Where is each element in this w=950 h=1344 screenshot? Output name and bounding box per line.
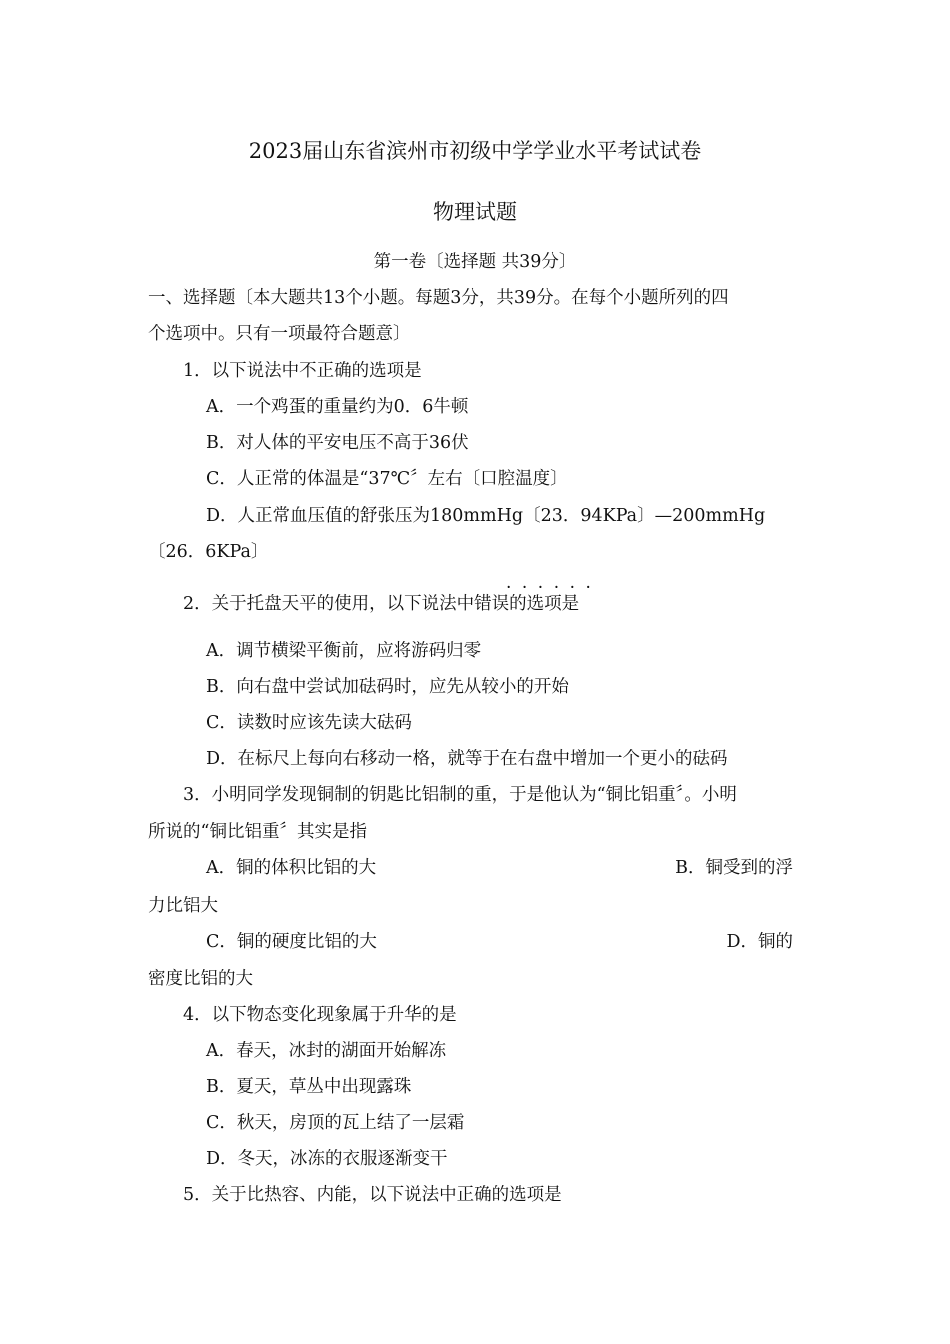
q3-option-a: A．铜的体积比铝的大 <box>206 858 377 878</box>
q3-option-d-line-1: D．铜的 <box>726 932 793 952</box>
q4-option-c: C．秋天，房顶的瓦上结了一层霜 <box>206 1113 465 1133</box>
q2-stem: 2．关于托盘天平的使用，以下说法中错误的选项是 <box>183 594 580 614</box>
instructions-line-1: 一、选择题〔本大题共13个小题。每题3分，共39分。在每个小题所列的四 <box>148 288 729 308</box>
q4-option-d: D．冬天，冰冻的衣服逐渐变干 <box>206 1149 448 1169</box>
q1-option-a: A．一个鸡蛋的重量约为0．6牛顿 <box>206 397 469 417</box>
q2-option-c: C．读数时应该先读大砝码 <box>206 713 412 733</box>
q1-option-c: C．人正常的体温是“37℃〞左右〔口腔温度〕 <box>206 469 568 489</box>
q3-option-c: C．铜的硬度比铝的大 <box>206 932 377 952</box>
instructions-line-2: 个选项中。只有一项最符合题意〕 <box>148 324 411 344</box>
exam-title: 2023届山东省滨州市初级中学学业水平考试试卷 <box>248 139 702 163</box>
q3-option-b-line-2: 力比铝大 <box>148 896 218 916</box>
q1-option-d-line-1: D．人正常血压值的舒张压为180mmHg〔23．94KPa〕—200mmHg <box>206 506 766 526</box>
emphasis-dots: ······ <box>506 578 602 598</box>
q4-stem: 4．以下物态变化现象属于升华的是 <box>183 1005 457 1025</box>
q3-option-d-line-2: 密度比铝的大 <box>148 969 253 989</box>
q1-stem: 1．以下说法中不正确的选项是 <box>183 361 422 381</box>
q3-stem-line-1: 3．小明同学发现铜制的钥匙比铝制的重，于是他认为“铜比铝重〞。小明 <box>183 785 737 805</box>
q4-option-b: B．夏天，草丛中出现露珠 <box>206 1077 412 1097</box>
q2-option-d: D．在标尺上每向右移动一格，就等于在右盘中增加一个更小的砝码 <box>206 749 728 769</box>
q3-option-b-line-1: B．铜受到的浮 <box>675 858 793 878</box>
section-heading: 第一卷〔选择题 共39分〕 <box>373 252 577 272</box>
q3-stem-line-2: 所说的“铜比铝重〞其实是指 <box>148 822 367 842</box>
q2-option-a: A．调节横梁平衡前，应将游码归零 <box>206 641 482 661</box>
q5-stem: 5．关于比热容、内能，以下说法中正确的选项是 <box>183 1185 562 1205</box>
q1-option-d-line-2: 〔26．6KPa〕 <box>148 542 269 562</box>
q4-option-a: A．春天，冰封的湖面开始解冻 <box>206 1041 447 1061</box>
subject-title: 物理试题 <box>433 200 517 224</box>
q1-option-b: B．对人体的平安电压不高于36伏 <box>206 433 469 453</box>
q2-option-b: B．向右盘中尝试加砝码时，应先从较小的开始 <box>206 677 569 697</box>
